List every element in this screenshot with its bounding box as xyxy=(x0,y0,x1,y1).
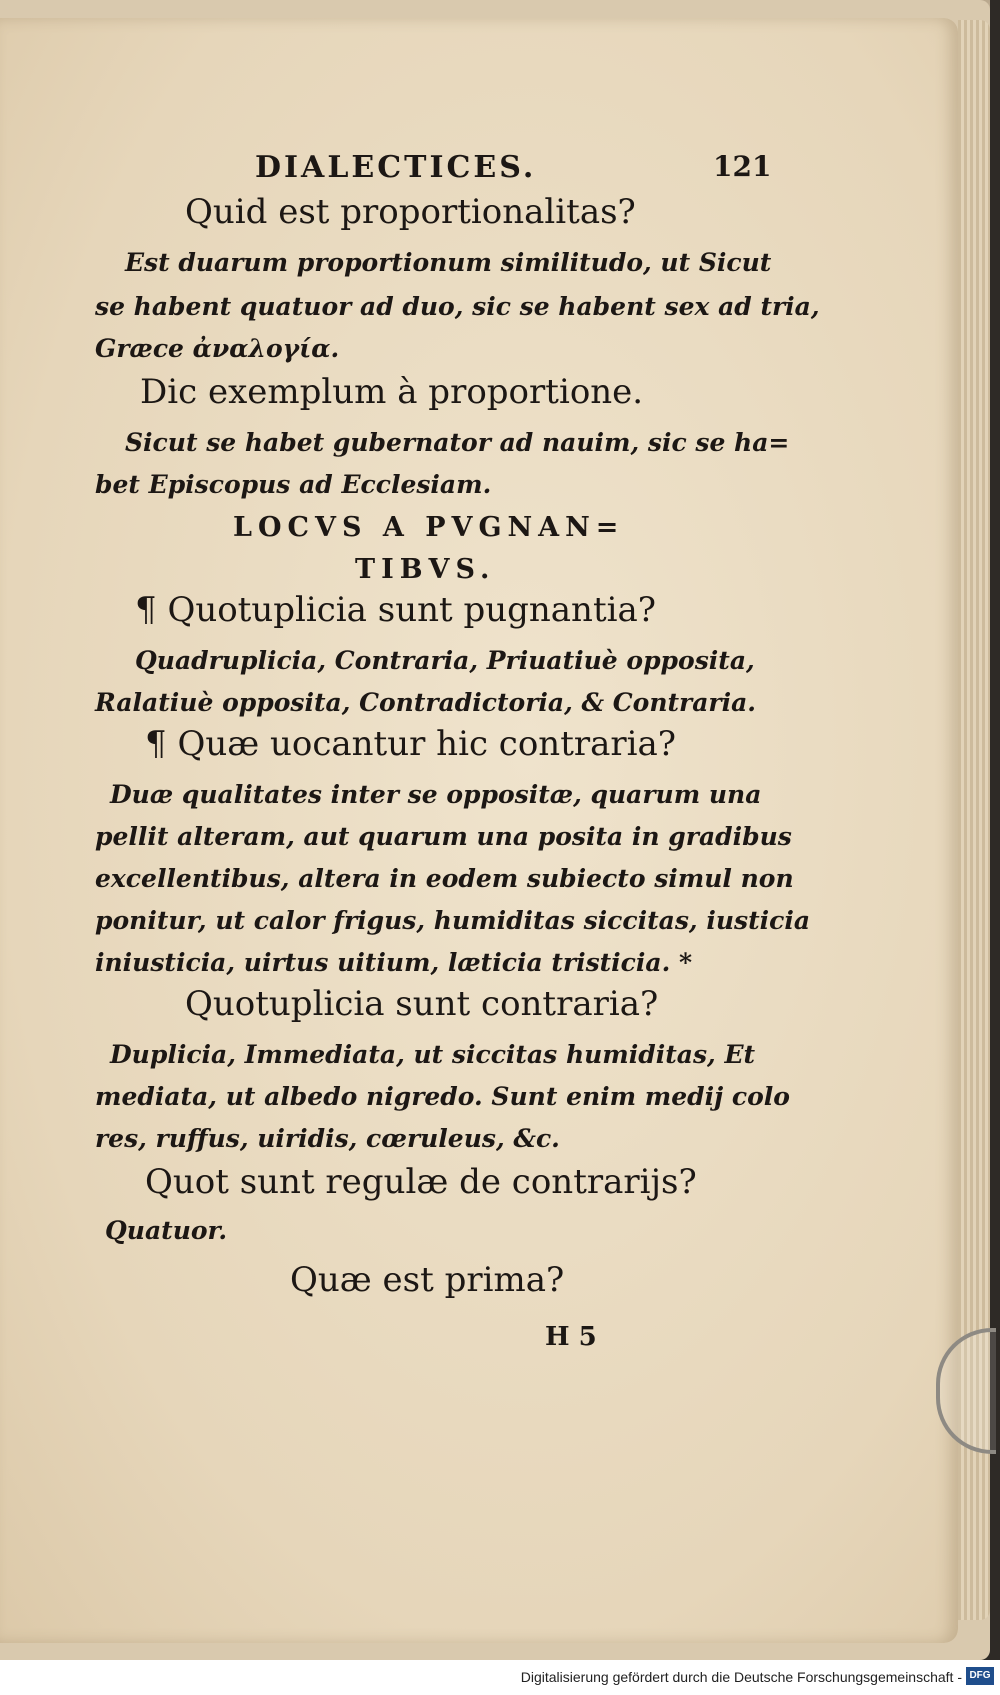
answer-line: Græce ἀναλογία. xyxy=(95,334,340,363)
answer-line: Quatuor. xyxy=(105,1216,228,1245)
answer-line: Est duarum proportionum similitudo, ut Sicut xyxy=(125,248,772,277)
answer-line: excellentibus, altera in eodem subiecto simul non xyxy=(95,864,794,893)
answer-line: ponitur, ut calor frigus, humiditas siccitas, iusticia xyxy=(95,906,811,935)
question-line: ¶ Quæ uocantur hic contraria? xyxy=(145,724,677,764)
dfg-logo-icon: DFG xyxy=(966,1667,994,1685)
answer-line: Sicut se habet gubernator ad nauim, sic se ha= xyxy=(125,428,790,457)
footer-credit: Digitalisierung gefördert durch die Deutsche Forschungsgemeinschaft - xyxy=(520,1669,962,1685)
footer-bar xyxy=(0,1660,1000,1695)
answer-line: mediata, ut albedo nigredo. Sunt enim medij colo xyxy=(95,1082,790,1111)
question-line: Dic exemplum à proportione. xyxy=(140,372,644,412)
answer-line: Ralatiuè opposita, Contradictoria, & Contraria. xyxy=(95,688,756,717)
answer-line: iniusticia, uirtus uitium, læticia tristicia. * xyxy=(95,948,693,977)
answer-line: Quadruplicia, Contraria, Priuatiuè opposita, xyxy=(135,646,755,675)
folio-number: 121 xyxy=(713,150,772,183)
signature-mark: H 5 xyxy=(545,1322,597,1352)
question-line: Quid est proportionalitas? xyxy=(185,192,636,232)
running-head: DIALECTICES. xyxy=(255,150,537,185)
question-line: Quæ est prima? xyxy=(290,1260,565,1300)
section-heading: TIBVS. xyxy=(355,554,496,585)
answer-line: bet Episcopus ad Ecclesiam. xyxy=(95,470,492,499)
answer-line: pellit alteram, aut quarum una posita in gradibus xyxy=(95,822,792,851)
question-line: ¶ Quotuplicia sunt pugnantia? xyxy=(135,590,656,630)
answer-line: se habent quatuor ad duo, sic se habent sex ad tria, xyxy=(95,292,820,321)
answer-line: Duæ qualitates inter se oppositæ, quarum una xyxy=(110,780,762,809)
answer-line: Duplicia, Immediata, ut siccitas humiditas, Et xyxy=(110,1040,756,1069)
answer-line: res, ruffus, uiridis, cœruleus, &c. xyxy=(95,1124,560,1153)
question-line: Quotuplicia sunt contraria? xyxy=(185,984,659,1024)
section-heading: LOCVS A PVGNAN= xyxy=(233,512,625,543)
question-line: Quot sunt regulæ de contrarijs? xyxy=(145,1162,697,1202)
